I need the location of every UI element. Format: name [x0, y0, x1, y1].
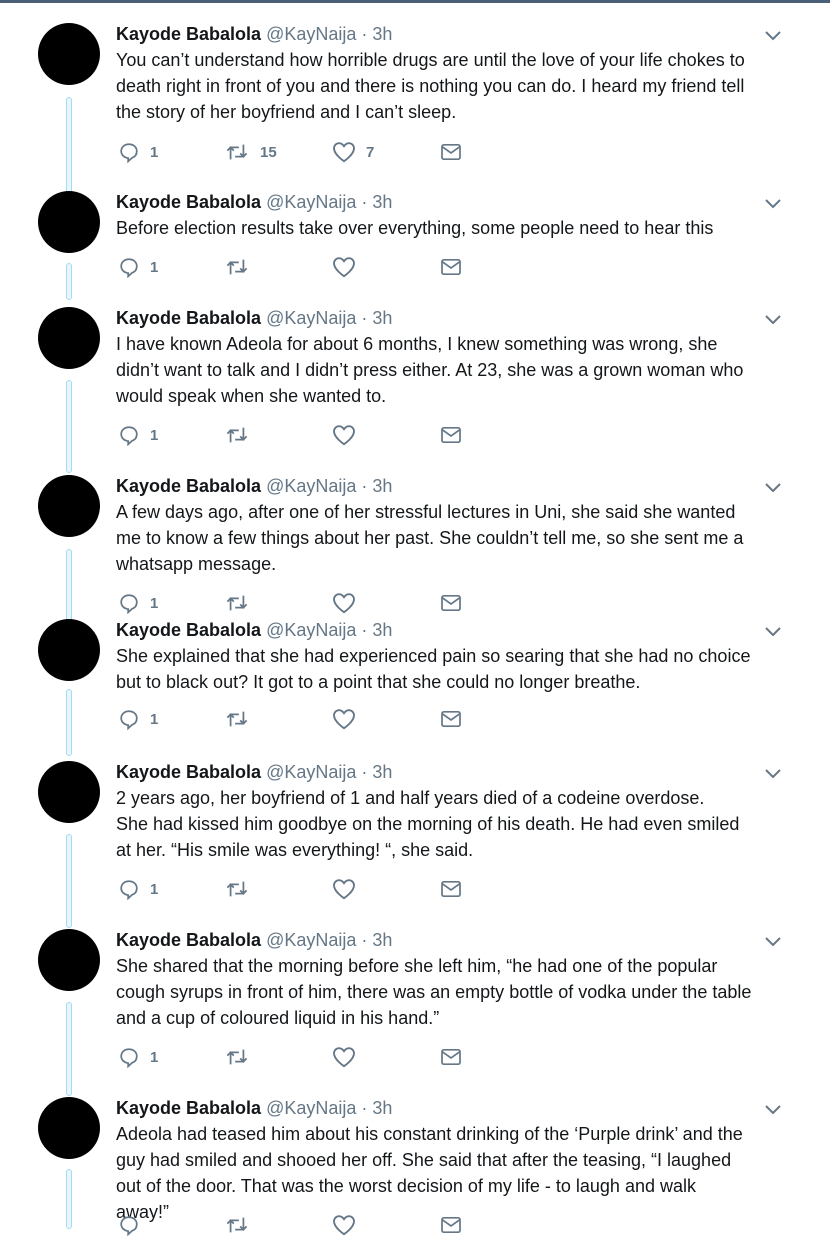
tweet[interactable]: [0, 1097, 830, 1257]
reply-icon: [118, 708, 140, 730]
reply-button[interactable]: [118, 1213, 150, 1237]
tweet-text: [116, 643, 806, 695]
tweet-text-line: me to know a few things about her past. She couldn’t tell me, so she sent me a: [116, 528, 744, 548]
heart-icon: [332, 708, 356, 730]
reply-icon: [118, 424, 140, 446]
like-button[interactable]: [332, 591, 366, 615]
tweet-text-line: out of the door. That was the worst decision of my life - to laugh and walk: [116, 1176, 696, 1196]
retweet-button[interactable]: [224, 1213, 260, 1237]
tweet[interactable]: [0, 307, 830, 467]
tweet-text-line: You can’t understand how horrible drugs are until the love of your life chokes to: [116, 50, 745, 70]
tweet-actions: [116, 1045, 476, 1069]
author-name[interactable]: Kayode Babalola: [116, 24, 262, 44]
reply-count: 1: [150, 594, 159, 612]
like-button[interactable]: [332, 1213, 366, 1237]
retweet-button[interactable]: [224, 877, 260, 901]
retweet-icon: [224, 141, 250, 163]
reply-button[interactable]: [118, 707, 158, 731]
envelope-icon: [440, 143, 462, 161]
like-button[interactable]: [332, 1045, 366, 1069]
thread-line: [66, 834, 72, 928]
chevron-down-icon[interactable]: [764, 29, 782, 41]
heart-icon: [332, 1046, 356, 1068]
envelope-icon: [440, 710, 462, 728]
tweet-text-line: at her. “His smile was everything! “, she said.: [116, 840, 474, 860]
envelope-icon: [440, 1216, 462, 1234]
reply-count: 1: [150, 880, 159, 898]
chevron-down-icon[interactable]: [764, 313, 782, 325]
author-name[interactable]: Kayode Babalola: [116, 192, 262, 212]
tweet-text: [116, 47, 806, 125]
timestamp[interactable]: · 3h: [361, 1098, 393, 1118]
tweet-text-line: 2 years ago, her boyfriend of 1 and half years died of a codeine overdose.: [116, 788, 705, 808]
reply-count: 1: [150, 426, 159, 444]
heart-icon: [332, 592, 356, 614]
chevron-down-icon[interactable]: [764, 1103, 782, 1115]
heart-icon: [332, 256, 356, 278]
reply-icon: [118, 141, 140, 163]
tweet[interactable]: [0, 475, 830, 635]
chevron-down-icon[interactable]: [764, 481, 782, 493]
reply-count: 1: [150, 1048, 159, 1066]
avatar[interactable]: [38, 619, 100, 681]
author-name[interactable]: Kayode Babalola: [116, 476, 262, 496]
author-name[interactable]: Kayode Babalola: [116, 1098, 262, 1118]
tweet-actions: [116, 877, 476, 901]
reply-icon: [118, 878, 140, 900]
reply-count: 1: [150, 710, 159, 728]
tweet-header: [116, 1097, 392, 1119]
envelope-icon: [440, 1048, 462, 1066]
author-name[interactable]: Kayode Babalola: [116, 930, 262, 950]
tweet-text-line: would speak when she wanted to.: [116, 386, 387, 406]
tweet-text: [116, 215, 806, 241]
tweet-actions: [116, 140, 476, 164]
direct-message-button[interactable]: [440, 591, 462, 615]
tweet-header: [116, 761, 392, 783]
tweet-text-line: away!”: [116, 1202, 170, 1222]
reply-icon: [118, 256, 140, 278]
avatar[interactable]: [38, 475, 100, 537]
tweet[interactable]: [0, 619, 830, 779]
direct-message-button[interactable]: [440, 1213, 462, 1237]
author-handle[interactable]: @KayNaija: [266, 308, 357, 328]
tweet-header: [116, 307, 392, 329]
tweet-actions: [116, 423, 476, 447]
reply-button[interactable]: [118, 1045, 158, 1069]
like-button[interactable]: [332, 255, 366, 279]
avatar[interactable]: [38, 191, 100, 253]
heart-icon: [332, 141, 356, 163]
like-button[interactable]: [332, 423, 366, 447]
timestamp[interactable]: · 3h: [361, 308, 393, 328]
tweet-text-line: I have known Adeola for about 6 months, I knew something was wrong, she: [116, 334, 718, 354]
heart-icon: [332, 1214, 356, 1236]
envelope-icon: [440, 258, 462, 276]
avatar[interactable]: [38, 23, 100, 85]
tweet-text-line: She shared that the morning before she left him, “he had one of the popular: [116, 956, 718, 976]
avatar[interactable]: [38, 761, 100, 823]
retweet-button[interactable]: [224, 707, 260, 731]
direct-message-button[interactable]: [440, 255, 462, 279]
retweet-icon: [224, 592, 250, 614]
tweet-header: [116, 23, 392, 45]
tweet-text-line: She had kissed him goodbye on the morning of his death. He had even smiled: [116, 814, 740, 834]
chevron-down-icon[interactable]: [764, 197, 782, 209]
reply-button[interactable]: [118, 140, 158, 164]
reply-count: 1: [150, 258, 159, 276]
like-button[interactable]: [332, 140, 374, 164]
author-handle[interactable]: @KayNaija: [266, 620, 357, 640]
like-button[interactable]: [332, 707, 366, 731]
timestamp[interactable]: · 3h: [361, 930, 393, 950]
direct-message-button[interactable]: [440, 423, 462, 447]
tweet-header: [116, 475, 392, 497]
thread-line: [66, 1169, 72, 1229]
reply-icon: [118, 1046, 140, 1068]
avatar[interactable]: [38, 1097, 100, 1159]
timestamp[interactable]: · 3h: [361, 620, 393, 640]
avatar[interactable]: [38, 929, 100, 991]
thread-line: [66, 263, 72, 300]
tweet-actions: [116, 707, 476, 731]
tweet-text-line: guy had smiled and shooed her off. She said that after the teasing, “I laughed: [116, 1150, 732, 1170]
tweet-text-line: cough syrups in front of him, there was an empty bottle of vodka under the table: [116, 982, 752, 1002]
retweet-icon: [224, 708, 250, 730]
retweet-count: 15: [260, 143, 277, 161]
tweet-text-line: whatsapp message.: [116, 554, 277, 574]
envelope-icon: [440, 880, 462, 898]
tweet-text: [116, 499, 806, 577]
envelope-icon: [440, 426, 462, 444]
author-name[interactable]: Kayode Babalola: [116, 762, 262, 782]
tweet-text: [116, 1121, 806, 1225]
retweet-icon: [224, 878, 250, 900]
reply-button[interactable]: [118, 423, 158, 447]
tweet[interactable]: [0, 23, 830, 183]
tweet-text-line: death right in front of you and there is nothing you can do. I heard my friend tell: [116, 76, 745, 96]
tweet-text: [116, 953, 806, 1031]
retweet-icon: [224, 424, 250, 446]
author-handle[interactable]: @KayNaija: [266, 1098, 357, 1118]
reply-count: 1: [150, 143, 159, 161]
author-handle[interactable]: @KayNaija: [266, 476, 357, 496]
reply-button[interactable]: [118, 877, 158, 901]
tweet-text: [116, 785, 806, 863]
reply-icon: [118, 592, 140, 614]
tweet-text-line: She explained that she had experienced pain so searing that she had no choice: [116, 646, 751, 666]
author-name[interactable]: Kayode Babalola: [116, 308, 262, 328]
tweet-actions: [116, 255, 476, 279]
chevron-down-icon[interactable]: [764, 935, 782, 947]
chevron-down-icon[interactable]: [764, 625, 782, 637]
heart-icon: [332, 424, 356, 446]
author-handle[interactable]: @KayNaija: [266, 192, 357, 212]
retweet-icon: [224, 256, 250, 278]
author-handle[interactable]: @KayNaija: [266, 24, 357, 44]
tweet-actions: [116, 1213, 476, 1237]
author-handle[interactable]: @KayNaija: [266, 930, 357, 950]
tweet-text-line: but to black out? It got to a point that she could no longer breathe.: [116, 672, 641, 692]
tweet-text-line: Before election results take over everything, some people need to hear this: [116, 218, 714, 238]
author-name[interactable]: Kayode Babalola: [116, 620, 262, 640]
retweet-icon: [224, 1214, 250, 1236]
retweet-button[interactable]: [224, 255, 260, 279]
tweet-text-line: and a cup of coloured liquid in his hand.”: [116, 1008, 440, 1028]
tweet-text: [116, 331, 806, 409]
retweet-button[interactable]: [224, 140, 277, 164]
like-button[interactable]: [332, 877, 366, 901]
top-border: [0, 0, 830, 3]
author-handle[interactable]: @KayNaija: [266, 762, 357, 782]
timestamp[interactable]: · 3h: [361, 476, 393, 496]
tweet-actions: [116, 591, 476, 615]
tweet-text-line: the story of her boyfriend and I can’t sleep.: [116, 102, 457, 122]
retweet-icon: [224, 1046, 250, 1068]
timestamp[interactable]: · 3h: [361, 192, 393, 212]
tweet-text-line: Adeola had teased him about his constant drinking of the ‘Purple drink’ and the: [116, 1124, 743, 1144]
like-count: 7: [366, 143, 375, 161]
tweet-header: [116, 929, 392, 951]
avatar[interactable]: [38, 307, 100, 369]
tweet-text-line: A few days ago, after one of her stressful lectures in Uni, she said she wanted: [116, 502, 736, 522]
direct-message-button[interactable]: [440, 877, 462, 901]
tweet-header: [116, 619, 392, 641]
direct-message-button[interactable]: [440, 140, 462, 164]
retweet-button[interactable]: [224, 423, 260, 447]
tweet-text-line: didn’t want to talk and I didn’t press either. At 23, she was a grown woman who: [116, 360, 744, 380]
reply-button[interactable]: [118, 255, 158, 279]
thread-line: [66, 380, 72, 473]
direct-message-button[interactable]: [440, 1045, 462, 1069]
thread-line: [66, 1002, 72, 1096]
retweet-button[interactable]: [224, 591, 260, 615]
chevron-down-icon[interactable]: [764, 767, 782, 779]
reply-button[interactable]: [118, 591, 158, 615]
reply-icon: [118, 1214, 140, 1236]
tweet[interactable]: [0, 929, 830, 1089]
tweet[interactable]: [0, 761, 830, 921]
thread-line: [66, 689, 72, 756]
envelope-icon: [440, 594, 462, 612]
retweet-button[interactable]: [224, 1045, 260, 1069]
direct-message-button[interactable]: [440, 707, 462, 731]
tweet-header: [116, 191, 392, 213]
timestamp[interactable]: · 3h: [361, 24, 393, 44]
timestamp[interactable]: · 3h: [361, 762, 393, 782]
heart-icon: [332, 878, 356, 900]
